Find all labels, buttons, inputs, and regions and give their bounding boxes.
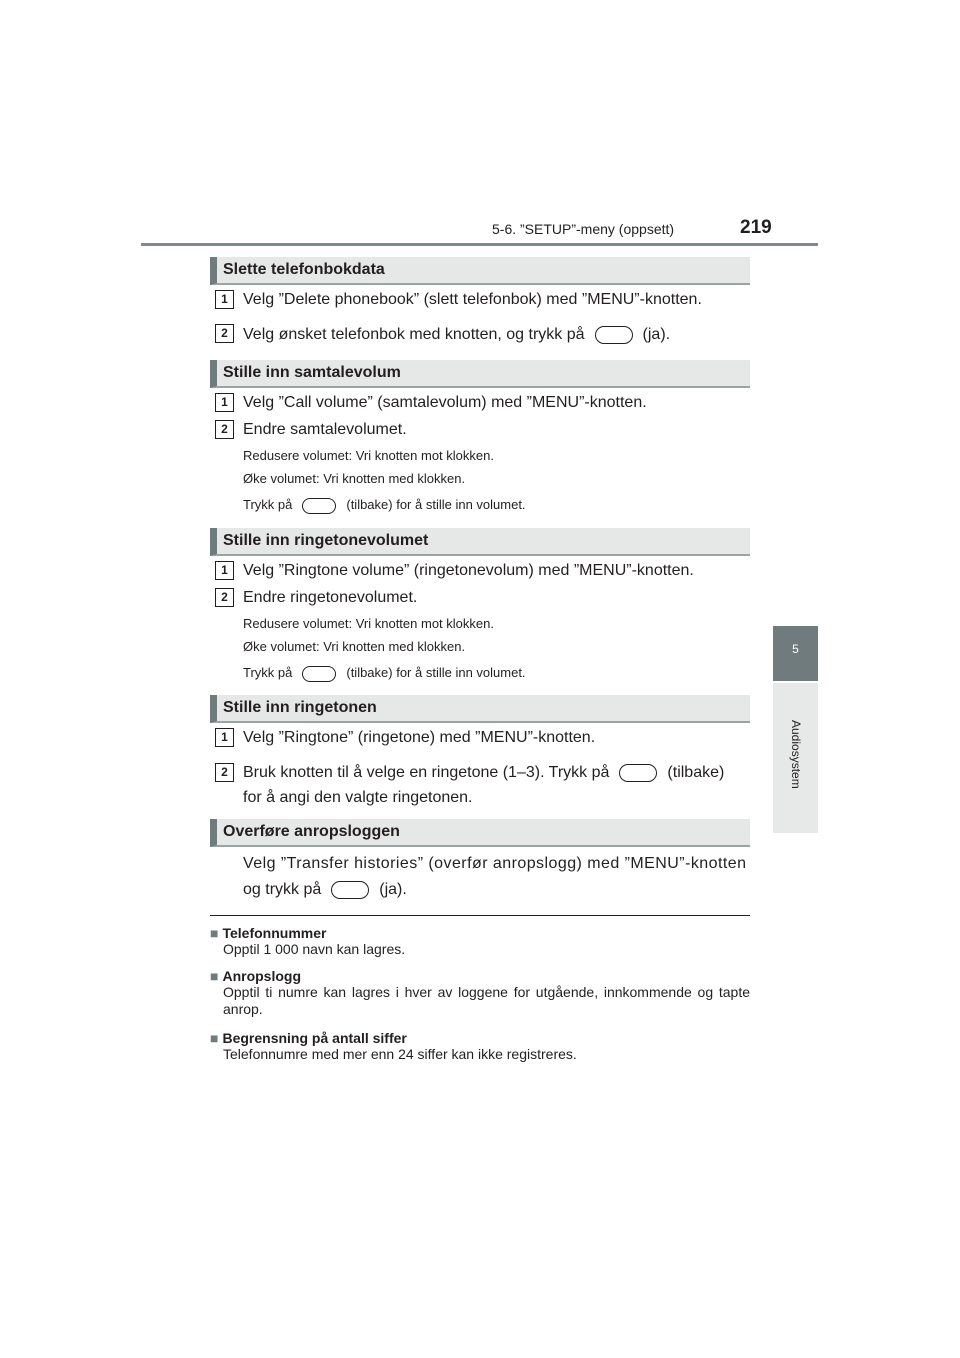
step-number: 2: [215, 324, 234, 343]
instruction-text: og trykk på (ja).: [243, 881, 407, 898]
info-note: ■ Anropslogg Opptil ti numre kan lagres i hver av loggene for utgående, innkommende og tapte anrop.: [210, 968, 750, 1017]
step-number: 2: [215, 420, 234, 439]
back-button-icon: [302, 666, 336, 682]
header-divider: [141, 243, 818, 246]
note-line: Øke volumet: Vri knotten med klokken.: [243, 639, 466, 654]
step-number: 1: [215, 728, 234, 747]
yes-button-icon: [331, 881, 369, 899]
square-bullet-icon: ■: [210, 925, 219, 941]
notes-divider: [210, 915, 750, 916]
page-number: 219: [740, 217, 772, 238]
step-number: 1: [215, 561, 234, 580]
info-note: ■ Begrensning på antall siffer Telefonnumre med mer enn 24 siffer kan ikke registreres.: [210, 1030, 577, 1062]
chapter-label: Audiosystem: [789, 720, 803, 789]
square-bullet-icon: ■: [210, 1030, 219, 1046]
note-line: Redusere volumet: Vri knotten mot klokken.: [243, 616, 494, 631]
note-line: Trykk på (tilbake) for å stille inn volumet.: [243, 497, 526, 512]
section-heading: Overføre anropsloggen: [210, 819, 750, 847]
section-heading: Stille inn samtalevolum: [210, 360, 750, 388]
yes-button-icon: [595, 326, 633, 344]
back-button-icon: [302, 498, 336, 514]
note-line: Redusere volumet: Vri knotten mot klokken.: [243, 448, 494, 463]
step-number: 2: [215, 763, 234, 782]
step-number: 1: [215, 393, 234, 412]
instruction-text: Velg ”Transfer histories” (overfør anropslogg) med ”MENU”-knotten: [243, 855, 747, 872]
info-note: ■ Telefonnummer Opptil 1 000 navn kan lagres.: [210, 925, 406, 957]
step-text: Velg ”Call volume” (samtalevolum) med ”MENU”-knotten.: [243, 394, 647, 411]
section-heading: Stille inn ringetonen: [210, 695, 750, 723]
step-text: Endre samtalevolumet.: [243, 421, 407, 438]
note-line: Øke volumet: Vri knotten med klokken.: [243, 471, 466, 486]
step-text: Endre ringetonevolumet.: [243, 589, 418, 606]
step-text: Velg ”Delete phonebook” (slett telefonbok) med ”MENU”-knotten.: [243, 291, 702, 308]
chapter-number: 5: [792, 642, 799, 656]
section-heading: Stille inn ringetonevolumet: [210, 528, 750, 556]
square-bullet-icon: ■: [210, 968, 219, 984]
step-number: 2: [215, 588, 234, 607]
section-heading: Slette telefonbokdata: [210, 257, 750, 285]
step-text: Velg ønsket telefonbok med knotten, og trykk på (ja).: [243, 326, 671, 343]
section-header: 5-6. ”SETUP”-meny (oppsett): [492, 221, 675, 237]
step-text: for å angi den valgte ringetonen.: [243, 789, 473, 806]
step-text: Velg ”Ringtone” (ringetone) med ”MENU”-knotten.: [243, 729, 596, 746]
step-text: Bruk knotten til å velge en ringetone (1–3). Trykk på (tilbake): [243, 764, 725, 781]
step-text: Velg ”Ringtone volume” (ringetonevolum) med ”MENU”-knotten.: [243, 562, 694, 579]
note-line: Trykk på (tilbake) for å stille inn volumet.: [243, 665, 526, 680]
back-button-icon: [619, 764, 657, 782]
step-number: 1: [215, 290, 234, 309]
